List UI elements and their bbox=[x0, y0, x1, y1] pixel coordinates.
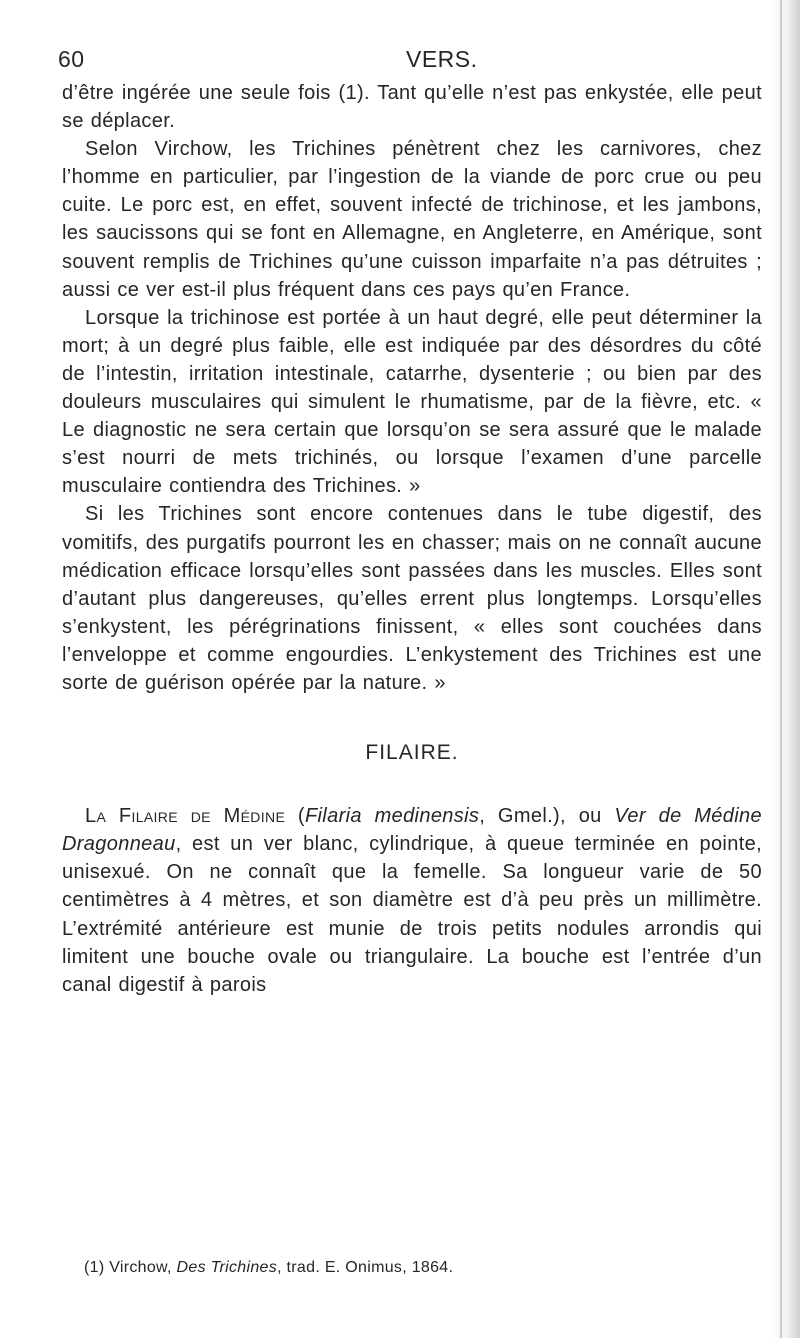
after-latin: , Gmel.), ou bbox=[479, 805, 615, 828]
filaire-description: , est un ver blanc, cylindrique, à queue terminée en pointe, unisexué. On ne connaît que la femelle. Sa longueur varie de 50 centimètres à 4 mètres, et son diamètre est d’à peu près un millimètre. L’extrémité antérieure est munie de trois petits nodules arrondis qui limitent une bouche ovale ou triangulaire. La bouche est l’entrée d’un canal digestif à parois bbox=[62, 833, 762, 996]
body-text bbox=[62, 79, 762, 999]
paragraph-continuation: d’être ingérée une seule fois (1). Tant qu’elle n’est pas enkystée, elle peut se déplacer. bbox=[62, 82, 762, 133]
page-edge-shadow bbox=[770, 0, 800, 1338]
paragraph-treatment: Si les Trichines sont encore contenues dans le tube digestif, des vomitifs, des purgatifs pourront les en chasser; mais on ne connaît aucune médication efficace lorsqu’elles sont passées dans les muscles. Elles sont d’autant plus dangereuses, qu’elles errent plus longtemps. Lorsqu’elles s’enkystent, les pérégrinations finissent, « elles sont couchées dans l’enveloppe et comme engourdies. L’enkystement des Trichines est une sorte de guérison opérée par la nature. » bbox=[62, 503, 762, 694]
footnote-title: Des Trichines bbox=[176, 1259, 278, 1276]
paragraph-trichinose: Lorsque la trichinose est portée à un haut degré, elle peut déterminer la mort; à un degré plus faible, elle est indiquée par des désordres du côté de l’intestin, irritation intestinale, catarrhe, dysenterie ; ou bien par des douleurs musculaires qui simulent le rhumatisme, par de la fièvre, etc. « Le diagnostic ne sera certain que lorsqu’on se sera assuré que le malade s’est nourri de mets trichinés, ou lorsque l’examen d’une parcelle musculaire contiendra des Trichines. » bbox=[62, 306, 762, 498]
running-head bbox=[58, 46, 748, 72]
paragraph-filaire bbox=[62, 802, 762, 999]
page-edge-line bbox=[780, 0, 782, 1338]
latin-name: Filaria medinensis bbox=[304, 805, 480, 828]
common-names: Ver de Médine Dragonneau bbox=[62, 805, 762, 856]
footnote bbox=[84, 1259, 453, 1277]
open-paren: ( bbox=[285, 805, 305, 828]
running-title: VERS. bbox=[406, 46, 478, 72]
footnote-rest: , trad. E. Onimus, 1864. bbox=[277, 1259, 454, 1276]
page-number: 60 bbox=[58, 46, 85, 72]
footnote-marker: (1) Virchow, bbox=[84, 1259, 177, 1276]
paragraph-virchow: Selon Virchow, les Trichines pénètrent chez les carnivores, chez l’homme en particulier, par l’ingestion de la viande de porc crue ou peu cuite. Le porc est, en effet, souvent infecté de trichinose, et les jambons, les saucissons qui se font en Allemagne, en Angleterre, en Amérique, sont souvent remplis de Trichines qu’une cuisson imparfaite n’a pas détruites ; aussi ce ver est-il plus fréquent dans ces pays qu’en France. bbox=[62, 138, 762, 301]
filaire-lead: La Filaire de Médine bbox=[85, 805, 286, 828]
section-heading: FILAIRE. bbox=[365, 741, 459, 765]
